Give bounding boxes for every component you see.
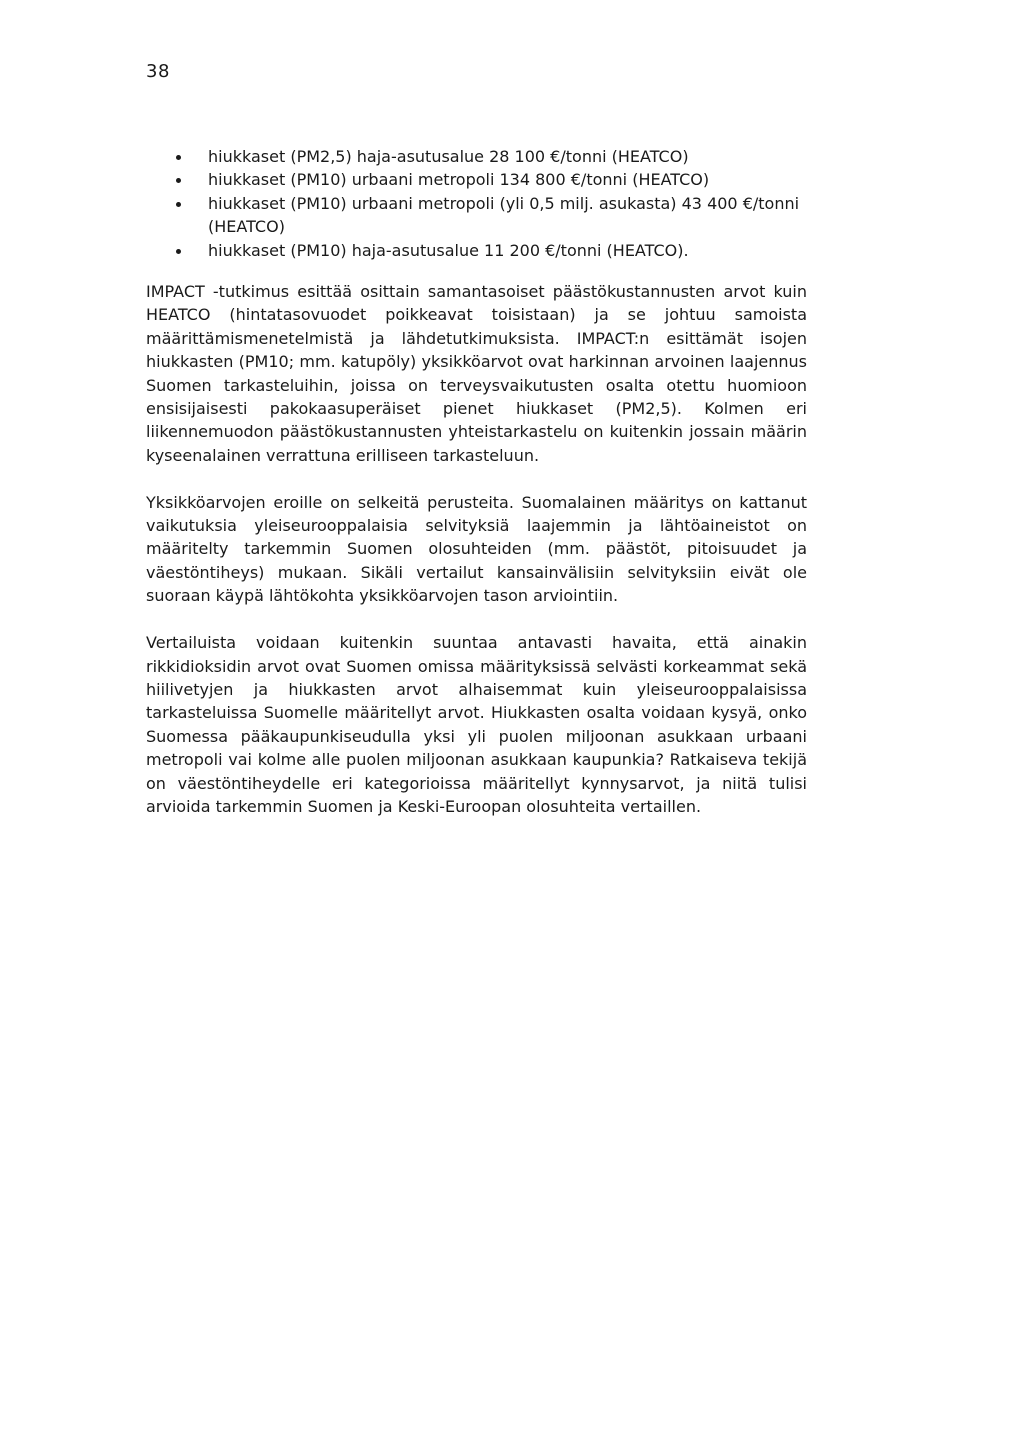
bullet-list — [146, 145, 807, 262]
bullet-item — [146, 145, 807, 168]
bullet-text: hiukkaset (PM10) haja-asutusalue 11 200 €/tonni (HEATCO). — [208, 240, 689, 260]
bullet-text: hiukkaset (PM2,5) haja-asutusalue 28 100 €/tonni (HEATCO) — [208, 147, 689, 166]
page-content — [146, 145, 807, 842]
paragraph-comparisons: Vertailuista voidaan kuitenkin suuntaa antavasti havaita, että ainakin rikkidioksidin arvot ovat Suomen omissa määrityksissä selvästi korkeammat sekä hiilivetyjen ja hiukkasten arvot alhaisemmat kuin yleiseurooppalaisissa tarkasteluissa Suomelle määritellyt arvot. Hiukkasten osalta voidaan kysyä, onko Suomessa pääkaupunkiseudulla yksi yli puolen miljoonan asukkaan urbaani metropoli vai kolme alle puolen miljoonan asukkaan kaupunkia? Ratkaiseva tekijä on väestöntiheydelle eri kategorioissa määritellyt kynnysarvot, ja niitä tulisi arvioida tarkemmin Suomen ja Keski-Euroopan olosuhteita vertaillen. — [146, 633, 807, 816]
bullet-item — [146, 239, 807, 262]
page-number: 38 — [146, 61, 170, 82]
bullet-text: hiukkaset (PM10) urbaani metropoli (yli 0,5 milj. asukasta) 43 400 €/tonni (HEATCO) — [208, 193, 800, 237]
bullet-icon — [176, 202, 181, 207]
bullet-text: hiukkaset (PM10) urbaani metropoli 134 800 €/tonni (HEATCO) — [208, 170, 710, 190]
bullet-item — [146, 192, 807, 239]
paragraph-unit-values: Yksikköarvojen eroille on selkeitä perusteita. Suomalainen määritys on kattanut vaikutuksia yleiseurooppalaisia selvityksiä laajemmin ja lähtöaineistot on määritelty tarkemmin Suomen olosuhteiden (mm. päästöt, pitoisuudet ja väestöntiheys) mukaan. Sikäli vertailut kansainvälisiin selvityksiin eivät ole suoraan käypä lähtökohta yksikköarvojen tason arviointiin. — [146, 492, 807, 606]
bullet-icon — [176, 249, 181, 254]
bullet-item — [146, 168, 807, 191]
paragraph-impact: IMPACT -tutkimus esittää osittain samantasoiset päästökustannusten arvot kuin HEATCO (hintatasovuodet poikkeavat toisistaan) ja se johtuu samoista määrittämismenetelmistä ja lähdetutkimuksista. IMPACT:n esittämät isojen hiukkasten (PM10; mm. katupöly) yksikköarvot ovat harkinnan arvoinen laajennus Suomen tarkasteluihin, joissa on terveysvaikutusten osalta otettu huomioon ensisijaisesti pakokaasuperäiset pienet hiukkaset (PM2,5). Kolmen eri liikennemuodon päästökustannusten yhteistarkastelu on kuitenkin jossain määrin kyseenalainen verrattuna erilliseen tarkasteluun. — [146, 282, 807, 465]
bullet-icon — [176, 155, 181, 160]
bullet-icon — [176, 178, 181, 183]
